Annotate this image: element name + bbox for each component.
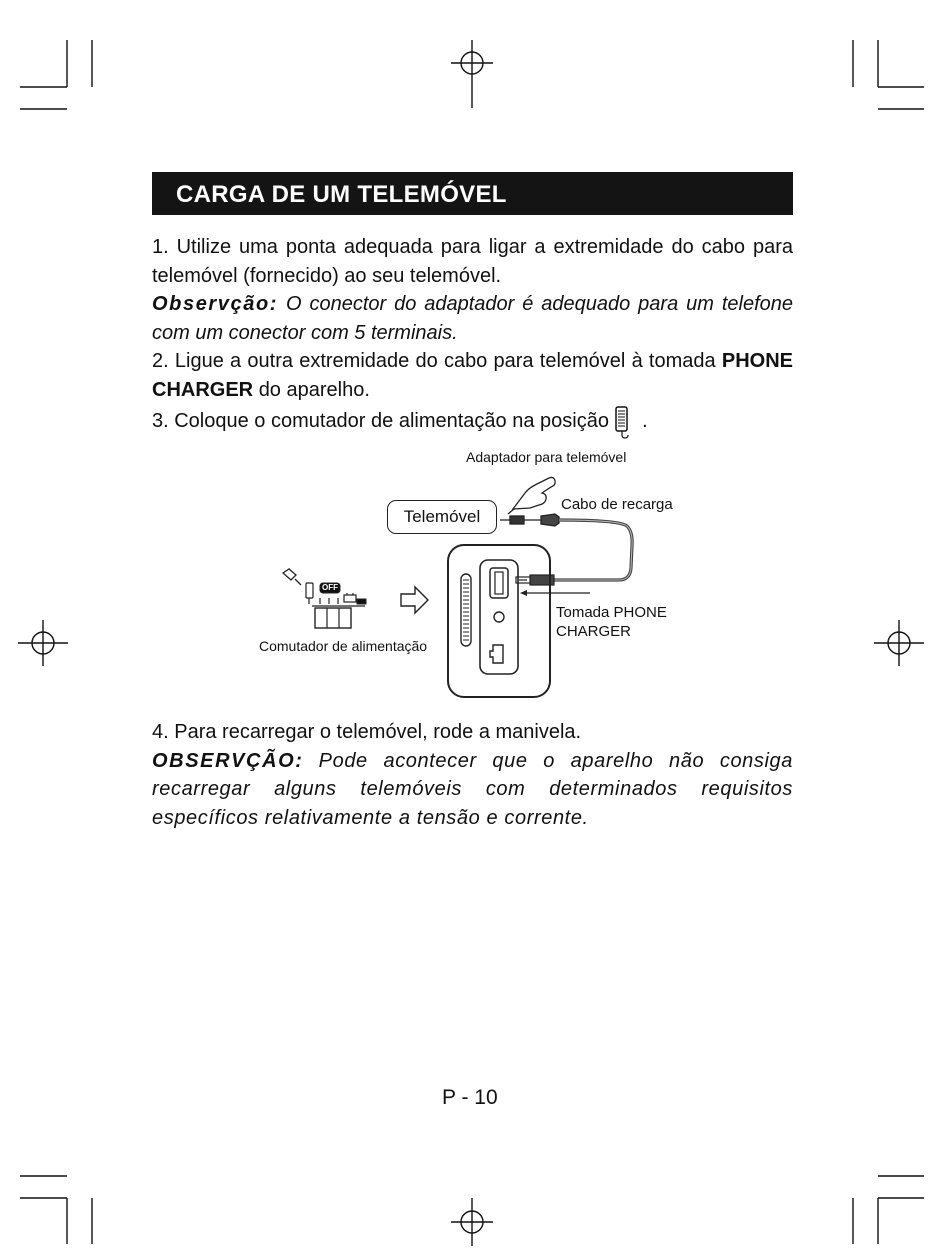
note-2 — [152, 747, 793, 833]
power-switch-illustration — [283, 569, 366, 628]
phone-label-box: Telemóvel — [387, 500, 497, 534]
battery-icon — [344, 593, 356, 602]
key-icon — [283, 569, 301, 585]
step-1: 1. Utilize uma ponta adequada para ligar a extremidade do cabo para telemóvel (fornecido) ao seu telemóvel. — [152, 236, 793, 287]
charging-cable — [553, 520, 632, 580]
radio-device — [448, 545, 550, 697]
note-1-label: Observção: — [152, 293, 279, 316]
step-4: 4. Para recarregar o telemóvel, rode a manivela. — [152, 721, 582, 743]
step-2-socket-name: PHONE CHARGER — [152, 350, 793, 401]
step-2-text-after: do aparelho. — [258, 378, 370, 401]
section-title: CARGA DE UM TELEMÓVEL — [152, 172, 793, 215]
phone-adapter — [500, 514, 559, 526]
note-2-label: OBSERVÇÃO: — [152, 749, 304, 772]
mobile-phone-icon — [306, 583, 313, 604]
socket-label-line-2: CHARGER — [556, 623, 632, 640]
adapter-label: Adaptador para telemóvel — [466, 449, 627, 465]
socket-label-line-1: Tomada PHONE — [556, 604, 667, 621]
switch-label: Comutador de alimentação — [259, 638, 428, 654]
cable-label: Cabo de recarga — [561, 496, 673, 513]
switch-off-text: OFF — [322, 583, 338, 592]
step-3-end: . — [642, 409, 648, 432]
arrow-right-icon — [401, 587, 428, 613]
usb-plug — [516, 575, 554, 585]
step-2-text-before: 2. Ligue a outra extremidade do cabo para telemóvel à tomada — [152, 350, 716, 373]
hand-pointer-icon — [508, 477, 555, 514]
page-number: P - 10 — [442, 1086, 498, 1109]
socket-pointer-arrow — [520, 590, 590, 596]
step-3-text: 3. Coloque o comutador de alimentação na posição — [152, 409, 609, 432]
note-2-text: Pode acontecer que o aparelho não consiga recarregar alguns telemóveis com determinados requisitos específicos relativamente a tensão e corrente. — [152, 749, 793, 829]
note-1-text: O conector do adaptador é adequado para um telefone com um conector com 5 terminais. — [152, 293, 793, 344]
instructions-part-2 — [152, 718, 793, 832]
